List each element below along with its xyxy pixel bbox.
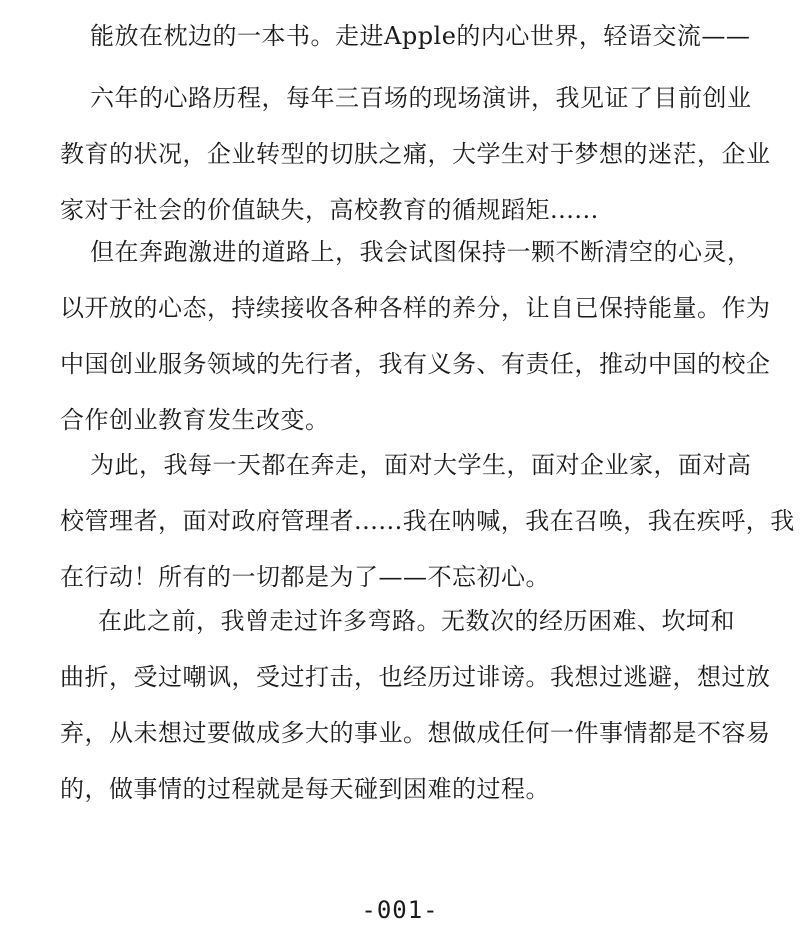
paragraph-line: 六年的心路历程，每年三百场的现场演讲，我见证了目前创业 xyxy=(90,84,752,112)
paragraph-1 xyxy=(60,8,750,64)
paragraph-line: 曲折，受过嘲讽，受过打击，也经历过诽谤。我想过逃避，想过放 xyxy=(60,663,771,691)
paragraph-line: 能放在枕边的一本书。走进Apple的内心世界，轻语交流—— xyxy=(90,22,751,50)
paragraph-line: 在行动！所有的一切都是为了——不忘初心。 xyxy=(60,563,550,591)
paragraph-line: 教育的状况，企业转型的切肤之痛，大学生对于梦想的迷茫，企业 xyxy=(60,140,771,168)
paragraph-line: 在此之前，我曾走过许多弯路。无数次的经历困难、坎坷和 xyxy=(98,607,735,635)
paragraph-line: 但在奔跑激进的道路上，我会试图保持一颗不断清空的心灵， xyxy=(90,238,752,266)
paragraph-line: 以开放的心态，持续接收各种各样的养分，让自已保持能量。作为 xyxy=(60,294,771,322)
paragraph-line: 家对于社会的价值缺失，高校教育的循规蹈矩...... xyxy=(60,196,599,224)
paragraph-3 xyxy=(60,224,771,448)
paragraph-line: 中国创业服务领域的先行者，我有义务、有责任，推动中国的校企 xyxy=(60,350,771,378)
paragraph-line: 的，做事情的过程就是每天碰到困难的过程。 xyxy=(60,775,550,803)
page-number: -001- xyxy=(361,896,439,924)
paragraph-line: 合作创业教育发生改变。 xyxy=(60,406,330,434)
paragraph-line: 校管理者，面对政府管理者......我在呐喊，我在召唤，我在疾呼，我 xyxy=(60,507,795,535)
paragraph-4 xyxy=(60,437,795,605)
paragraph-5 xyxy=(60,593,771,817)
paragraph-line: 为此，我每一天都在奔走，面对大学生，面对企业家，面对高 xyxy=(90,451,752,479)
paragraph-line: 弃，从未想过要做成多大的事业。想做成任何一件事情都是不容易 xyxy=(60,719,771,747)
paragraph-2 xyxy=(60,70,771,238)
